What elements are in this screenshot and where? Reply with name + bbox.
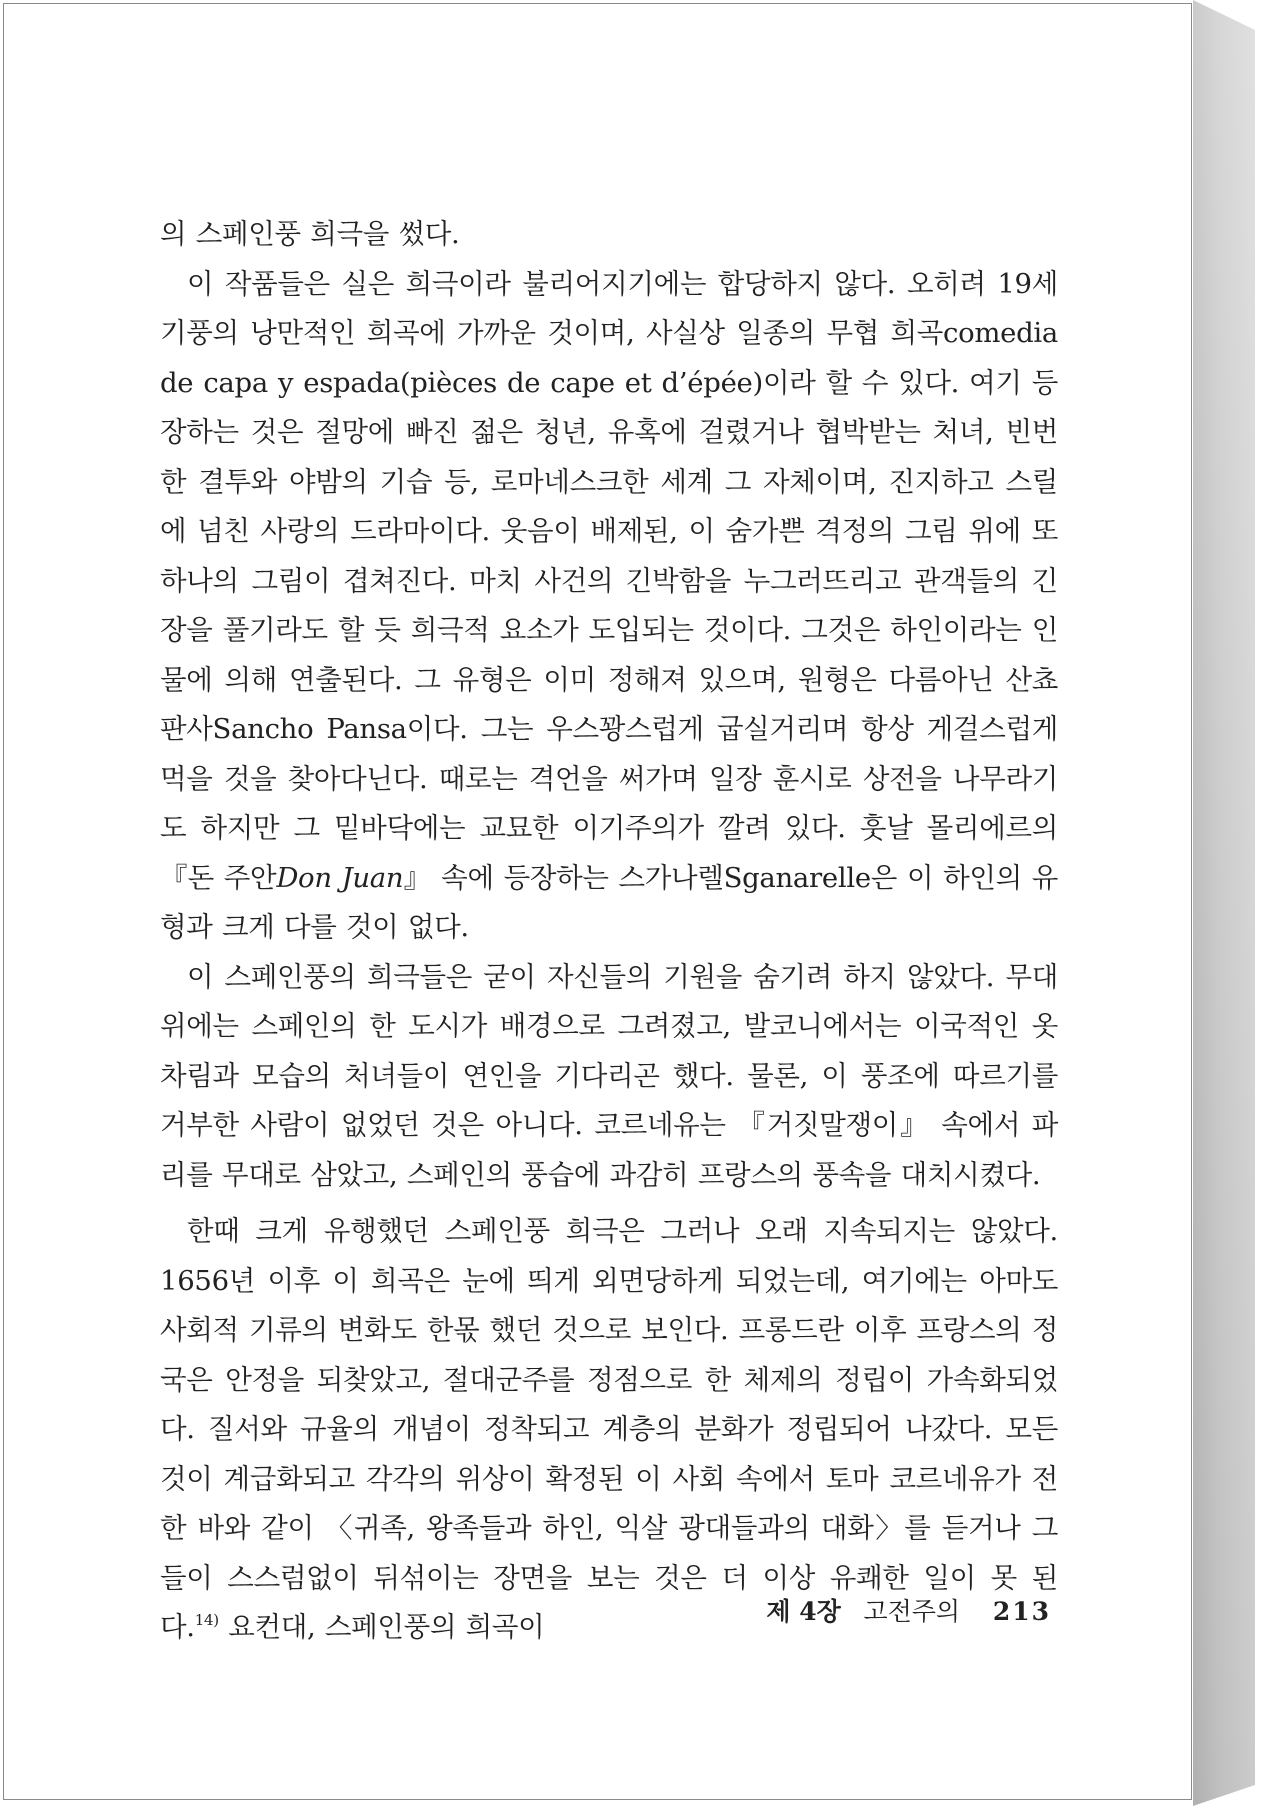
paragraph [160,210,1058,260]
page-number: 213 [992,1597,1051,1626]
running-footer [766,1592,1051,1628]
paragraph [160,260,1058,953]
text-run: 의 스페인풍 희극을 썼다. [160,218,460,250]
text-run: 이 스페인풍의 희극들은 굳이 자신들의 기원을 숨기려 하지 않았다. 무대 위에는 스페인의 한 도시가 배경으로 그려졌고, 발코니에서는 이국적인 옷차림과 모습의 처녀들이 연인을 기다리곤 했다. 물론, 이 풍조에 따르기를 거부한 사람이 없었던 것은 아니다. 코르네유는 『거짓말쟁이』 속에서 파리를 무대로 삼았고, 스페인의 풍습에 과감히 프랑스의 풍속을 대치시켰다. [160,960,1058,1191]
text-run: 한때 크게 유행했던 스페인풍 희극은 그러나 오래 지속되지는 않았다. 1656년 이후 이 희곡은 눈에 띄게 외면당하게 되었는데, 여기에는 아마도 사회적 기류의 변화도 한몫 했던 것으로 보인다. 프롱드란 이후 프랑스의 정국은 안정을 되찾았고, 절대군주를 정점으로 한 체제의 정립이 가속화되었다. 질서와 규율의 개념이 정착되고 계층의 분화가 정립되어 나갔다. 모든 것이 계급화되고 각각의 위상이 확정된 이 사회 속에서 토마 코르네유가 전한 바와 같이 〈귀족, 왕족들과 하인, 익살 광대들과의 대화〉를 듣거나 그들이 스스럼없이 뒤섞이는 장면을 보는 것은 더 이상 유쾌한 일이 못 된다. [160,1215,1058,1643]
text-run: 이 작품들은 실은 희극이라 불리어지기에는 합당하지 않다. 오히려 19세기풍의 낭만적인 희곡에 가까운 것이며, 사실상 일종의 무협 희곡comedia de capa y espada(pièces de cape et d’épée)이라 할 수 있다. 여기 등장하는 것은 절망에 빠진 젊은 청년, 유혹에 걸렸거나 협박받는 처녀, 빈번한 결투와 야밤의 기습 등, 로마네스크한 세계 그 자체이며, 진지하고 스릴에 넘친 사랑의 드라마이다. 웃음이 배제된, 이 숨가쁜 격정의 그림 위에 또 하나의 그림이 겹쳐진다. 마치 사건의 긴박함을 누그러뜨리고 관객들의 긴장을 풀기라도 할 듯 희극적 요소가 도입되는 것이다. 그것은 하인이라는 인물에 의해 연출된다. 그 유형은 이미 정해져 있으며, 원형은 다름아닌 산쵸 판사Sancho Pansa이다. 그는 우스꽝스럽게 굽실거리며 항상 게걸스럽게 먹을 것을 찾아다닌다. 때로는 격언을 써가며 일장 훈시로 상전을 나무라기도 하지만 그 밑바닥에는 교묘한 이기주의가 깔려 있다. 훗날 몰리에르의 『돈 주안 [160,267,1059,894]
italic-text: Don Juan [276,861,404,894]
chapter-title: 고전주의 [863,1597,961,1626]
chapter-number: 제 4장 [766,1597,841,1626]
text-run: 요컨대, 스페인풍의 희곡이 [218,1611,545,1643]
paragraph [160,953,1058,1201]
book-page [3,3,1192,1800]
body-text [160,210,1058,1653]
text-run: 』 속에 등장하는 스가나렐Sganarelle은 이 하인의 유형과 크게 다를 것이 없다. [160,861,1059,943]
paragraph [160,1207,1058,1653]
page-thickness [1193,0,1255,1806]
footnote-marker: 14) [194,1611,219,1629]
